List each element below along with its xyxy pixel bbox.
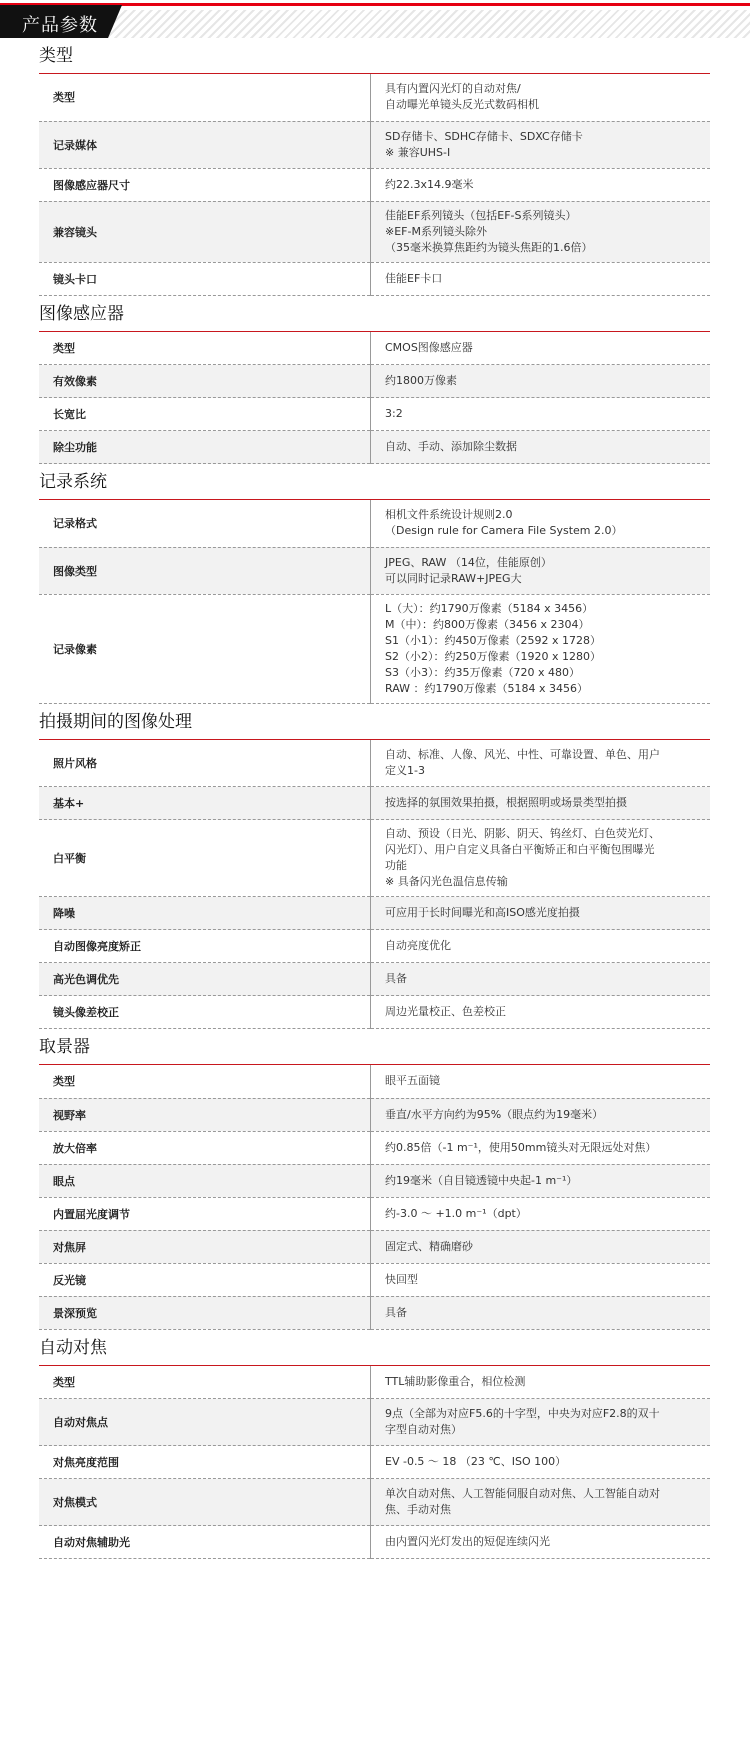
spec-value (371, 787, 711, 820)
spec-key: 反光镜 (39, 1263, 371, 1296)
spec-row (39, 1399, 710, 1446)
spec-value (371, 963, 711, 996)
spec-value-line: 功能 (385, 859, 407, 872)
spec-key: 兼容镜头 (39, 201, 371, 262)
spec-value-line: 自动、标准、人像、风光、中性、可靠设置、单色、用户 (385, 747, 660, 761)
spec-key: 高光色调优先 (39, 963, 371, 996)
spec-value-line: 自动、手动、添加除尘数据 (385, 440, 517, 453)
spec-row (39, 1131, 710, 1164)
spec-value-line: 约0.85倍（-1 m⁻¹，使用50mm镜头对无限远处对焦） (385, 1140, 657, 1154)
spec-key: 景深预览 (39, 1296, 371, 1329)
spec-value-line: 按选择的氛围效果拍摄，根据照明或场景类型拍摄 (385, 796, 627, 809)
spec-value-line: 固定式、精确磨砂 (385, 1239, 473, 1253)
spec-value-line: 快回型 (385, 1272, 418, 1286)
spec-section (39, 296, 710, 465)
spec-row (39, 262, 710, 295)
spec-value (371, 1098, 711, 1131)
spec-row (39, 398, 710, 431)
spec-value (371, 594, 711, 703)
spec-value-line: 垂直/水平方向约为95%（眼点约为19毫米） (385, 1107, 604, 1121)
spec-key: 基本+ (39, 787, 371, 820)
spec-value (371, 1263, 711, 1296)
spec-table (39, 500, 710, 704)
spec-value-line: 约22.3x14.9毫米 (385, 177, 474, 191)
spec-row (39, 1098, 710, 1131)
spec-value (371, 74, 711, 121)
header-tab (0, 5, 108, 38)
spec-key: 降噪 (39, 897, 371, 930)
spec-value-line: 3:2 (385, 407, 403, 420)
spec-value-line: ※EF-M系列镜头除外 (385, 224, 487, 238)
spec-row (39, 500, 710, 547)
spec-value (371, 365, 711, 398)
header-tab-label: 产品参数 (22, 15, 98, 36)
spec-value-line: 字型自动对焦） (385, 1423, 462, 1436)
spec-value (371, 1230, 711, 1263)
spec-value-line: 佳能EF卡口 (385, 271, 443, 285)
spec-section (39, 704, 710, 1030)
spec-value-line: 单次自动对焦、人工智能伺服自动对焦、人工智能自动对 (385, 1487, 660, 1500)
spec-value (371, 1366, 711, 1399)
spec-row (39, 1296, 710, 1329)
spec-value (371, 1131, 711, 1164)
spec-key: 对焦模式 (39, 1479, 371, 1526)
spec-row (39, 121, 710, 168)
spec-value-line: L（大）：约1790万像素（5184 x 3456） (385, 601, 594, 615)
spec-key: 眼点 (39, 1164, 371, 1197)
spec-row (39, 897, 710, 930)
spec-value (371, 820, 711, 897)
spec-value (371, 398, 711, 431)
spec-value-line: 自动亮度优化 (385, 939, 451, 952)
spec-table (39, 1366, 710, 1560)
spec-row (39, 201, 710, 262)
spec-value-line: S2（小2）：约250万像素（1920 x 1280） (385, 649, 601, 663)
spec-value (371, 262, 711, 295)
spec-value-line: 9点（全部为对应F5.6的十字型，中央为对应F2.8的双十 (385, 1407, 660, 1420)
spec-key: 图像类型 (39, 547, 371, 594)
spec-value-line: ※ 具备闪光色温信息传输 (385, 875, 508, 888)
spec-row (39, 1164, 710, 1197)
spec-value-line: RAW ：约1790万像素（5184 x 3456） (385, 681, 588, 695)
spec-value (371, 121, 711, 168)
spec-row (39, 1065, 710, 1098)
spec-value (371, 168, 711, 201)
spec-row (39, 930, 710, 963)
spec-value (371, 740, 711, 787)
spec-value (371, 1065, 711, 1098)
spec-sections (0, 38, 750, 1559)
spec-key: 记录像素 (39, 594, 371, 703)
spec-key: 类型 (39, 1065, 371, 1098)
spec-key: 除尘功能 (39, 431, 371, 464)
spec-key: 类型 (39, 1366, 371, 1399)
spec-value-line: JPEG、RAW （14位，佳能原创） (385, 555, 552, 569)
section-title: 自动对焦 (39, 1330, 710, 1366)
spec-section (39, 1029, 710, 1330)
spec-key: 类型 (39, 332, 371, 365)
spec-key: 有效像素 (39, 365, 371, 398)
spec-value (371, 431, 711, 464)
spec-key: 自动图像亮度矫正 (39, 930, 371, 963)
section-title: 记录系统 (39, 464, 710, 500)
spec-value-line: M（中）：约800万像素（3456 x 2304） (385, 617, 590, 631)
spec-value (371, 897, 711, 930)
spec-table (39, 740, 710, 1030)
spec-value-line: 定义1-3 (385, 763, 425, 777)
spec-row (39, 963, 710, 996)
spec-value-line: 焦、手动对焦 (385, 1503, 451, 1516)
spec-table (39, 74, 710, 296)
spec-value (371, 930, 711, 963)
spec-key: 图像感应器尺寸 (39, 168, 371, 201)
spec-key: 内置屈光度调节 (39, 1197, 371, 1230)
spec-value-line: 自动、预设（日光、阴影、阴天、钨丝灯、白色荧光灯、 (385, 827, 660, 840)
spec-row (39, 74, 710, 121)
spec-row (39, 1230, 710, 1263)
spec-value-line: 周边光量校正、色差校正 (385, 1005, 506, 1018)
spec-value (371, 1197, 711, 1230)
header-hatch-pattern (108, 10, 750, 38)
spec-key: 记录格式 (39, 500, 371, 547)
spec-value-line: 可以同时记录RAW+JPEG大 (385, 571, 522, 585)
spec-value-line: 约19毫米（自目镜透镜中央起-1 m⁻¹） (385, 1173, 578, 1187)
spec-value-line: S3（小3）：约35万像素（720 x 480） (385, 665, 580, 679)
spec-value (371, 500, 711, 547)
spec-row (39, 1446, 710, 1479)
spec-value-line: TTL辅助影像重合，相位检测 (385, 1374, 526, 1388)
spec-section (39, 38, 710, 296)
spec-value-line: （35毫米换算焦距约为镜头焦距的1.6倍） (385, 240, 593, 254)
spec-value-line: CMOS图像感应器 (385, 340, 473, 354)
spec-row (39, 1526, 710, 1559)
spec-key: 镜头卡口 (39, 262, 371, 295)
spec-value (371, 547, 711, 594)
spec-value (371, 332, 711, 365)
spec-row (39, 1366, 710, 1399)
spec-table (39, 1065, 710, 1330)
spec-row (39, 332, 710, 365)
spec-row (39, 1263, 710, 1296)
spec-value (371, 1526, 711, 1559)
spec-row (39, 594, 710, 703)
spec-key: 自动对焦辅助光 (39, 1526, 371, 1559)
spec-value (371, 201, 711, 262)
spec-value-line: （Design rule for Camera File System 2.0） (385, 524, 623, 538)
spec-value-line: 由内置闪光灯发出的短促连续闪光 (385, 1535, 550, 1548)
spec-value-line: 约1800万像素 (385, 374, 457, 387)
spec-row (39, 820, 710, 897)
spec-value-line: EV -0.5 ～ 18 （23 ℃、ISO 100） (385, 1455, 567, 1468)
spec-row (39, 365, 710, 398)
spec-value (371, 1296, 711, 1329)
spec-key: 记录媒体 (39, 121, 371, 168)
spec-section (39, 464, 710, 704)
spec-value (371, 1446, 711, 1479)
spec-value-line: 眼平五面镜 (385, 1074, 440, 1088)
spec-value-line: 闪光灯）、用户自定义具备白平衡矫正和白平衡包围曝光 (385, 843, 655, 856)
spec-key: 白平衡 (39, 820, 371, 897)
spec-row (39, 1479, 710, 1526)
spec-value-line: 自动曝光单镜头反光式数码相机 (385, 98, 539, 112)
spec-table (39, 332, 710, 465)
spec-value-line: 具有内置闪光灯的自动对焦/ (385, 82, 521, 96)
spec-value-line: 约-3.0 ～ +1.0 m⁻¹（dpt） (385, 1206, 527, 1220)
spec-value (371, 1164, 711, 1197)
spec-key: 视野率 (39, 1098, 371, 1131)
spec-key: 对焦屏 (39, 1230, 371, 1263)
page-header (0, 0, 750, 38)
spec-row (39, 431, 710, 464)
spec-key: 长宽比 (39, 398, 371, 431)
spec-row (39, 787, 710, 820)
spec-section (39, 1330, 710, 1560)
spec-key: 照片风格 (39, 740, 371, 787)
spec-row (39, 1197, 710, 1230)
spec-key: 放大倍率 (39, 1131, 371, 1164)
spec-value (371, 1399, 711, 1446)
spec-row (39, 740, 710, 787)
spec-row (39, 168, 710, 201)
spec-row (39, 547, 710, 594)
spec-key: 自动对焦点 (39, 1399, 371, 1446)
spec-value (371, 996, 711, 1029)
section-title: 类型 (39, 38, 710, 74)
spec-value-line: 具备 (385, 1305, 407, 1319)
spec-key: 类型 (39, 74, 371, 121)
spec-value (371, 1479, 711, 1526)
spec-value-line: 相机文件系统设计规则2.0 (385, 508, 513, 522)
spec-key: 镜头像差校正 (39, 996, 371, 1029)
header-tab-notch (108, 5, 122, 38)
spec-value-line: 具备 (385, 972, 407, 985)
spec-value-line: 佳能EF系列镜头（包括EF-S系列镜头） (385, 208, 577, 222)
section-title: 拍摄期间的图像处理 (39, 704, 710, 740)
spec-value-line: SD存储卡、SDHC存储卡、SDXC存储卡 (385, 129, 583, 143)
spec-value-line: ※ 兼容UHS-I (385, 145, 451, 159)
spec-key: 对焦亮度范围 (39, 1446, 371, 1479)
spec-row (39, 996, 710, 1029)
section-title: 图像感应器 (39, 296, 710, 332)
spec-value-line: S1（小1）：约450万像素（2592 x 1728） (385, 633, 601, 647)
section-title: 取景器 (39, 1029, 710, 1065)
spec-value-line: 可应用于长时间曝光和高ISO感光度拍摄 (385, 906, 580, 919)
